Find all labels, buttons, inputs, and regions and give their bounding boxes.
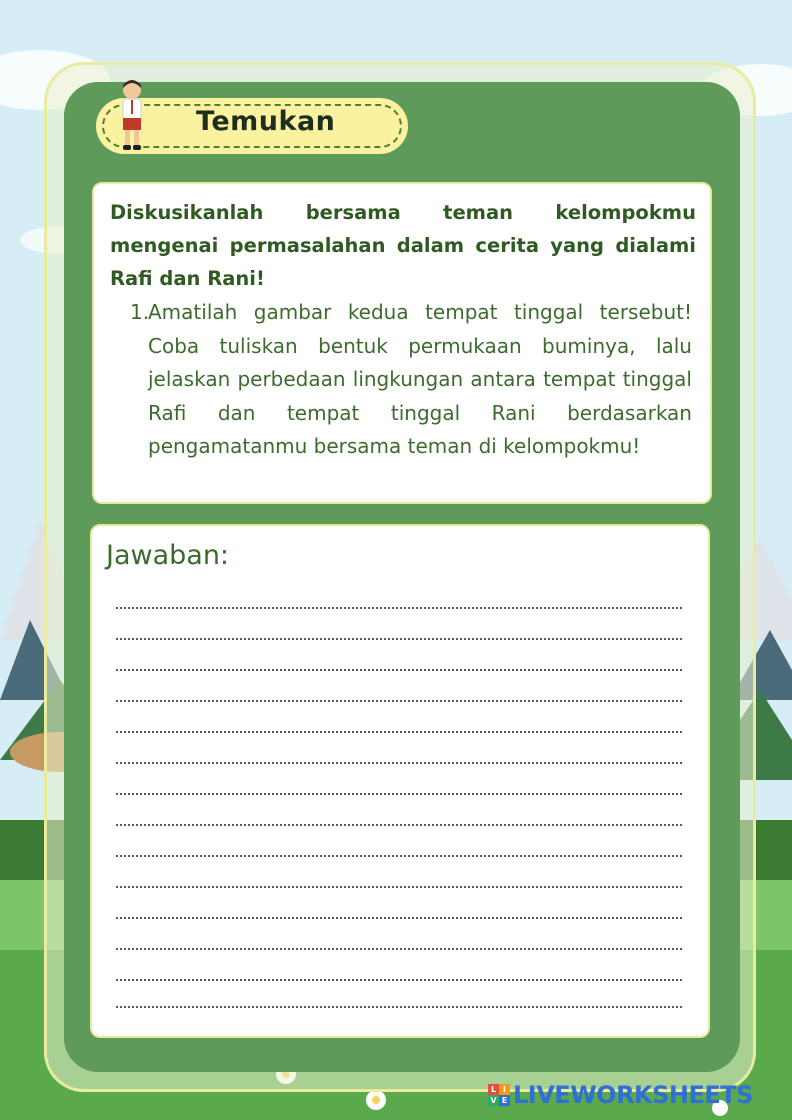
question-number: 1.	[130, 300, 150, 324]
question-text: Amatilah gambar kedua tempat tinggal tersebut! Coba tuliskan bentuk permukaan buminya, lalu jelaskan perbedaan lingkungan antara tempat tinggal Rafi dan tempat tinggal Rani berdasarkan pengamatanmu bersama teman di kelompokmu!	[148, 300, 692, 458]
liveworksheets-logo[interactable]	[488, 1080, 753, 1110]
answer-box[interactable]	[90, 524, 710, 1038]
answer-line[interactable]	[116, 700, 682, 702]
answer-line[interactable]	[116, 824, 682, 826]
answer-line[interactable]	[116, 979, 682, 981]
answer-line[interactable]	[116, 638, 682, 640]
answer-line[interactable]	[116, 948, 682, 950]
answer-label: Jawaban:	[106, 540, 230, 571]
answer-line[interactable]	[116, 669, 682, 671]
liveworksheets-wordmark: LIVEWORKSHEETS	[513, 1081, 753, 1109]
answer-line[interactable]	[116, 886, 682, 888]
answer-line[interactable]	[116, 762, 682, 764]
student-illustration	[110, 78, 154, 154]
liveworksheets-badge-icon: L I V E	[488, 1084, 510, 1106]
answer-line[interactable]	[116, 607, 682, 609]
answer-line[interactable]	[116, 793, 682, 795]
section-title: Temukan	[196, 106, 336, 137]
question-intro: Diskusikanlah bersama teman kelompokmu mengenai permasalahan dalam cerita yang dialami Rafi dan Rani!	[110, 201, 696, 290]
answer-line[interactable]	[116, 855, 682, 857]
answer-line[interactable]	[116, 917, 682, 919]
answer-line[interactable]	[116, 1006, 682, 1008]
answer-line[interactable]	[116, 731, 682, 733]
